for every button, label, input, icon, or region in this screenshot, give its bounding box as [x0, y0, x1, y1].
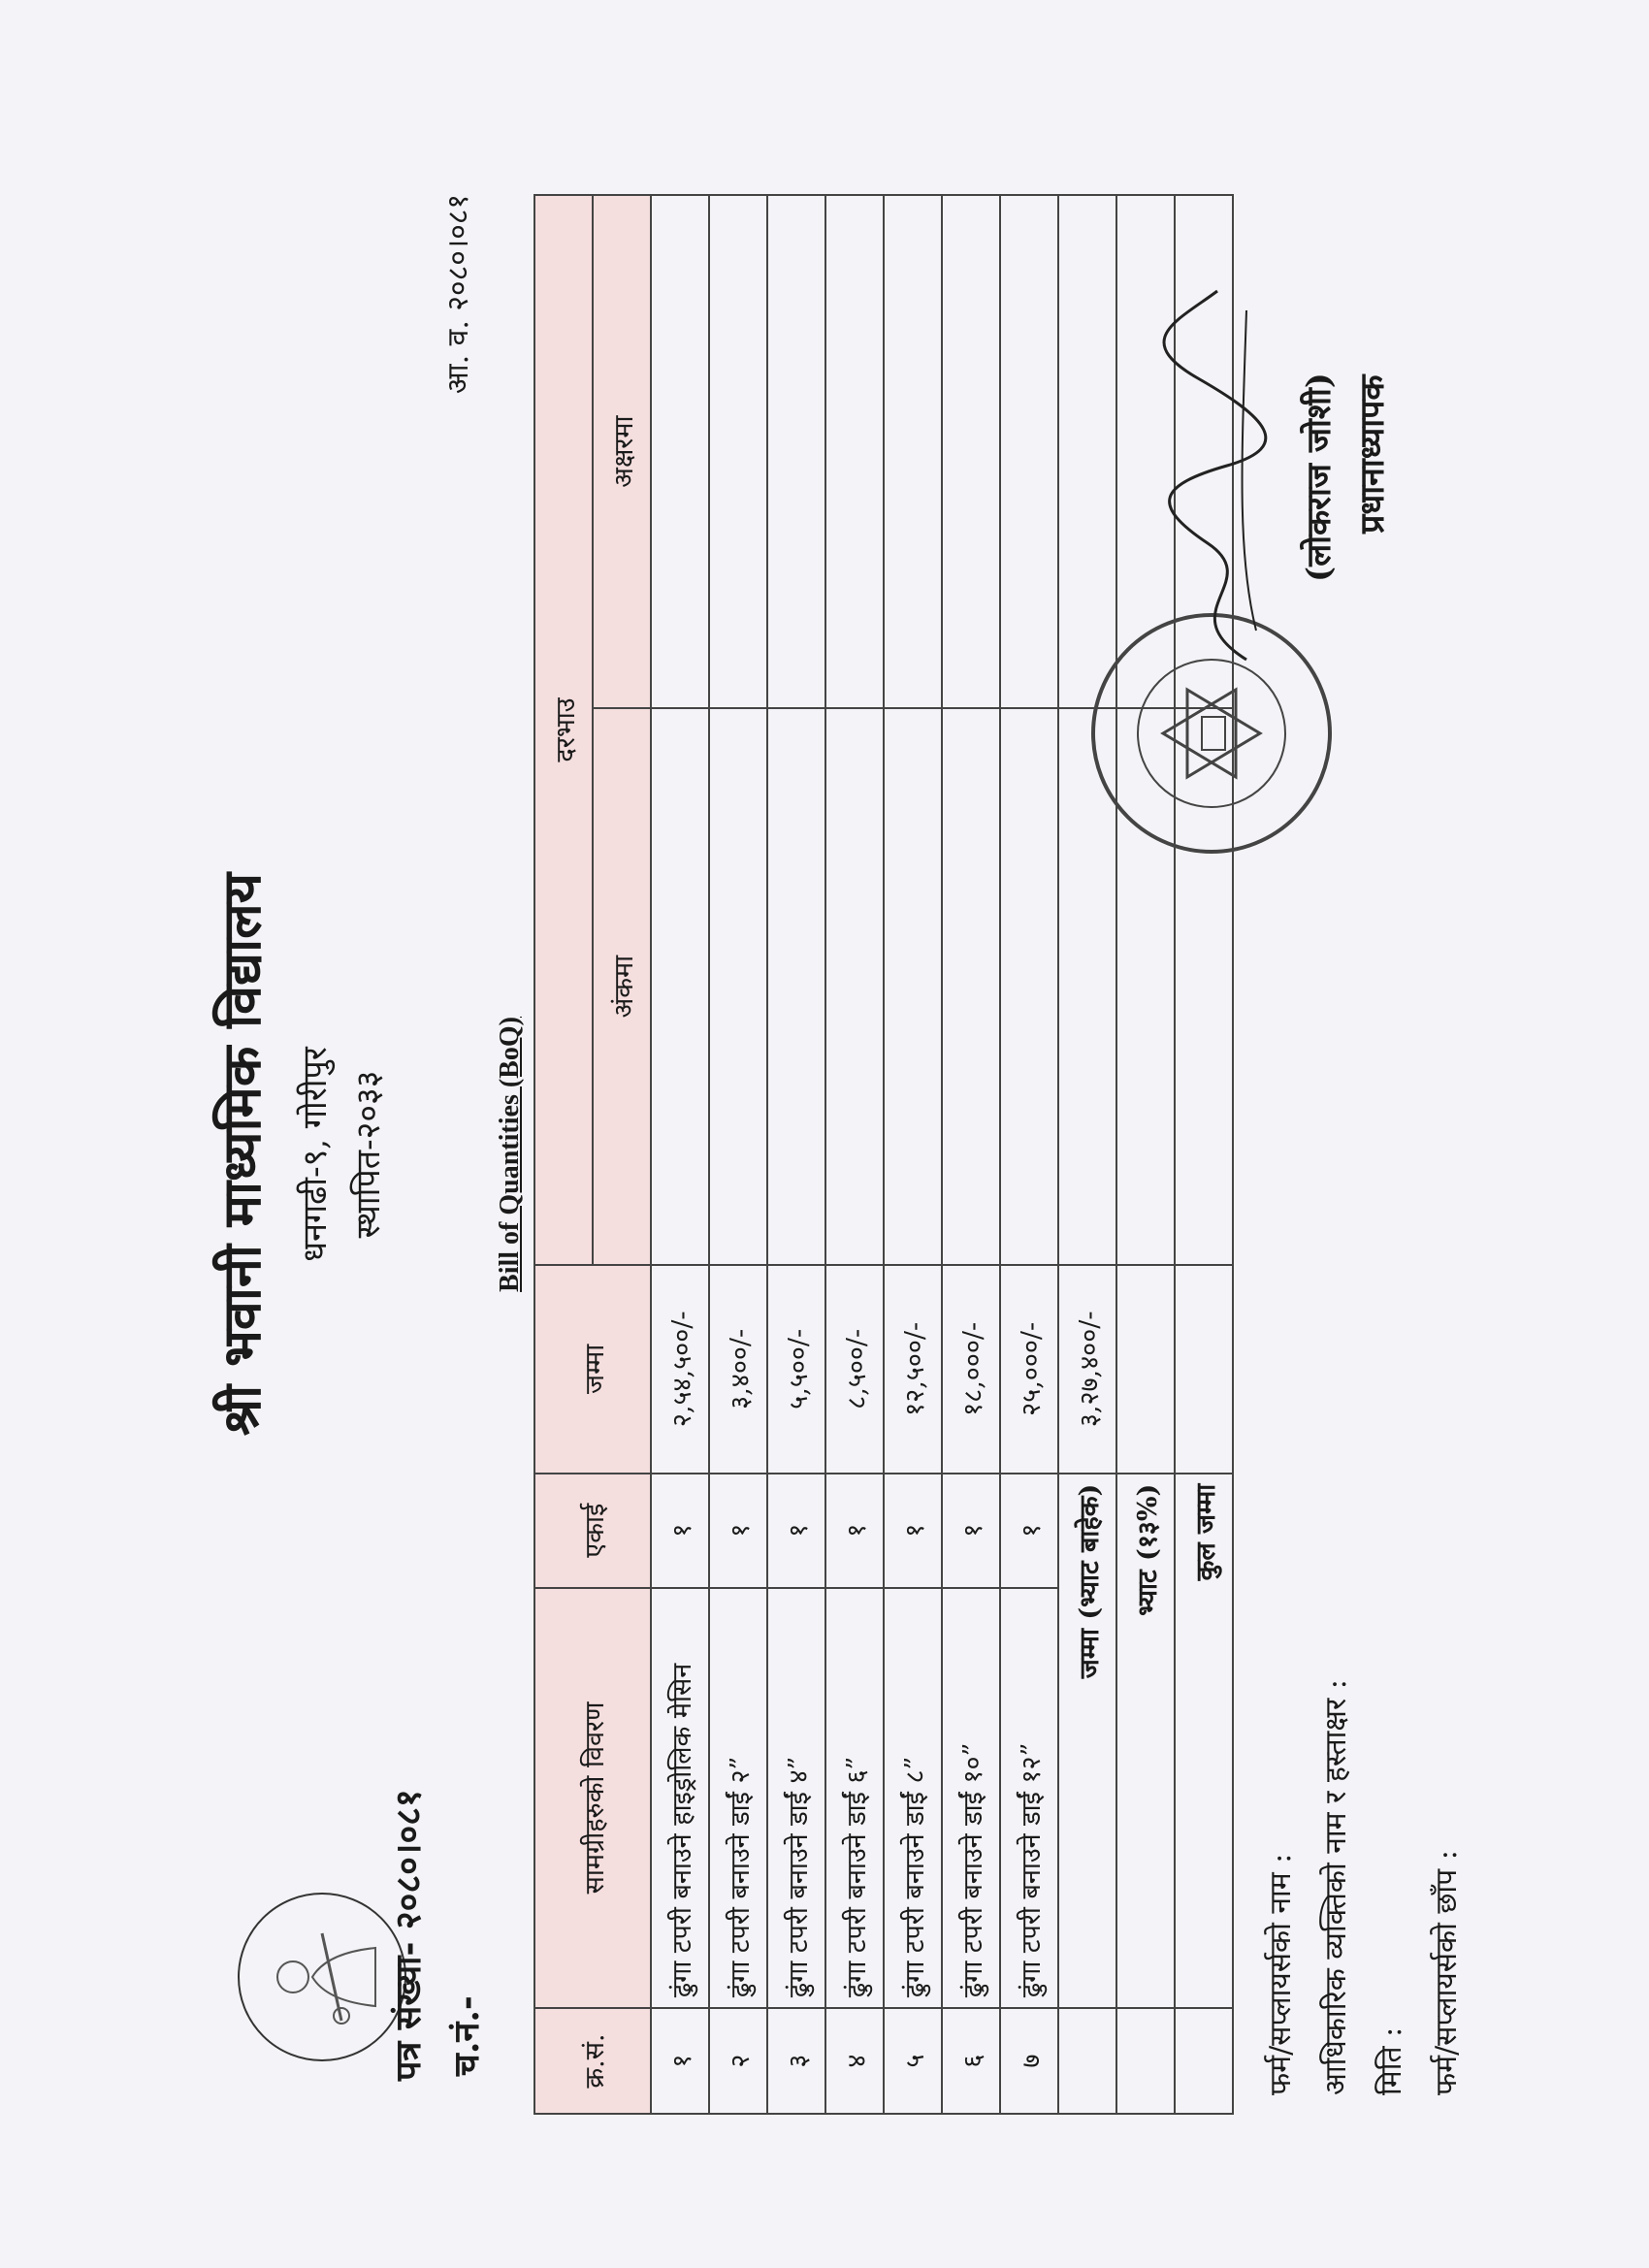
rotated-letter — [146, 155, 1504, 2154]
row-total: २,५४,५००/- — [651, 1265, 709, 1474]
signatory-name: (लोकराज जोशी) — [1300, 373, 1339, 582]
signatory-title: प्रधानाध्यापक — [1353, 374, 1392, 534]
row-sn: ३ — [767, 2008, 825, 2114]
row-rate-words — [1000, 195, 1058, 708]
table-row — [1000, 195, 1058, 2114]
school-name: श्री भवानी माध्यमिक विद्यालय — [210, 872, 273, 1437]
row-rate-words — [825, 195, 884, 708]
row-description: ढुंगा टपरी बनाउने डाईं १०” — [942, 1588, 1000, 2008]
grand-total-value — [1175, 1265, 1233, 1474]
authorized-signature-field: आधिकारिक व्यक्तिको नाम र हस्ताक्षर : — [1319, 1679, 1353, 2095]
headmaster-signature — [1149, 281, 1285, 669]
row-unit: १ — [942, 1474, 1000, 1588]
school-address: धनगढी-९, गोरीपुर — [296, 1047, 335, 1262]
row-sn: ४ — [825, 2008, 884, 2114]
table-row — [767, 195, 825, 2114]
row-sn: १ — [651, 2008, 709, 2114]
row-unit: १ — [1000, 1474, 1058, 1588]
row-sn: ५ — [884, 2008, 942, 2114]
boq-title: Bill of Quantities (BoQ) — [495, 1017, 525, 1292]
table-row — [942, 195, 1000, 2114]
row-rate-figures — [1000, 708, 1058, 1265]
row-rate-words — [651, 195, 709, 708]
row-rate-figures — [709, 708, 767, 1265]
row-rate-figures — [942, 708, 1000, 1265]
row-total: ३,४००/- — [709, 1265, 767, 1474]
row-description: ढुंगा टपरी बनाउने डाईं २” — [709, 1588, 767, 2008]
subtotal-value: ३,२७,४००/- — [1058, 1265, 1116, 1474]
row-description: ढुंगा टपरी बनाउने डाईं ८” — [884, 1588, 942, 2008]
date-field: मिति : — [1374, 2026, 1408, 2095]
row-rate-words — [942, 195, 1000, 708]
row-unit: १ — [884, 1474, 942, 1588]
header-total: जम्मा — [534, 1265, 651, 1474]
row-unit: १ — [709, 1474, 767, 1588]
table-row — [884, 195, 942, 2114]
row-rate-figures — [651, 708, 709, 1265]
row-sn: ७ — [1000, 2008, 1058, 2114]
firm-stamp-field: फर्म/सप्लायर्सको छाँप : — [1430, 1850, 1464, 2095]
header-in-figures: अंकमा — [593, 708, 651, 1265]
row-rate-words — [767, 195, 825, 708]
row-description: ढुंगा टपरी बनाउने हाइड्रोलिक मेसिन — [651, 1588, 709, 2008]
row-total: ८,५००/- — [825, 1265, 884, 1474]
star-book-emblem-icon — [1158, 680, 1265, 787]
row-description: ढुंगा टपरी बनाउने डाईं ६” — [825, 1588, 884, 2008]
header-in-words: अक्षरमा — [593, 195, 651, 708]
table-row — [651, 195, 709, 2114]
header-unit: एकाई — [534, 1474, 651, 1588]
row-unit: १ — [825, 1474, 884, 1588]
row-description: ढुंगा टपरी बनाउने डाईं ४” — [767, 1588, 825, 2008]
letter-number: पत्र संख्या- २०८०।०८१ — [388, 1789, 429, 2081]
subtotal-row — [1058, 195, 1116, 2114]
row-rate-words — [709, 195, 767, 708]
subtotal-label: जम्मा (भ्याट बाहेक) — [1058, 1474, 1116, 2008]
table-row — [709, 195, 767, 2114]
grand-total-label: कुल जम्मा — [1175, 1474, 1233, 2008]
dispatch-number: च.नं.- — [446, 1995, 487, 2076]
header-description: सामग्रीहरुको विवरण — [534, 1588, 651, 2008]
row-total: १८,०००/- — [942, 1265, 1000, 1474]
row-unit: १ — [767, 1474, 825, 1588]
header-sn: क्र.सं. — [534, 2008, 651, 2114]
row-total: २५,०००/- — [1000, 1265, 1058, 1474]
boq-table — [534, 194, 1234, 2115]
firm-name-field: फर्म/सप्लायर्सको नाम : — [1264, 1853, 1298, 2095]
row-rate-words — [884, 195, 942, 708]
vat-value — [1116, 1265, 1175, 1474]
row-sn: २ — [709, 2008, 767, 2114]
row-sn: ६ — [942, 2008, 1000, 2114]
row-rate-figures — [767, 708, 825, 1265]
table-row — [825, 195, 884, 2114]
row-total: १२,५००/- — [884, 1265, 942, 1474]
fiscal-year: आ. व. २०८०।०८१ — [441, 194, 475, 395]
established-year: स्थापित-२०३३ — [349, 1070, 388, 1239]
header-rate: दरभाउ — [534, 195, 593, 1265]
row-unit: १ — [651, 1474, 709, 1588]
vat-label: भ्याट (१३%) — [1116, 1474, 1175, 2008]
row-description: ढुंगा टपरी बनाउने डाईं १२” — [1000, 1588, 1058, 2008]
row-rate-figures — [825, 708, 884, 1265]
row-total: ५,५००/- — [767, 1265, 825, 1474]
row-rate-figures — [884, 708, 942, 1265]
